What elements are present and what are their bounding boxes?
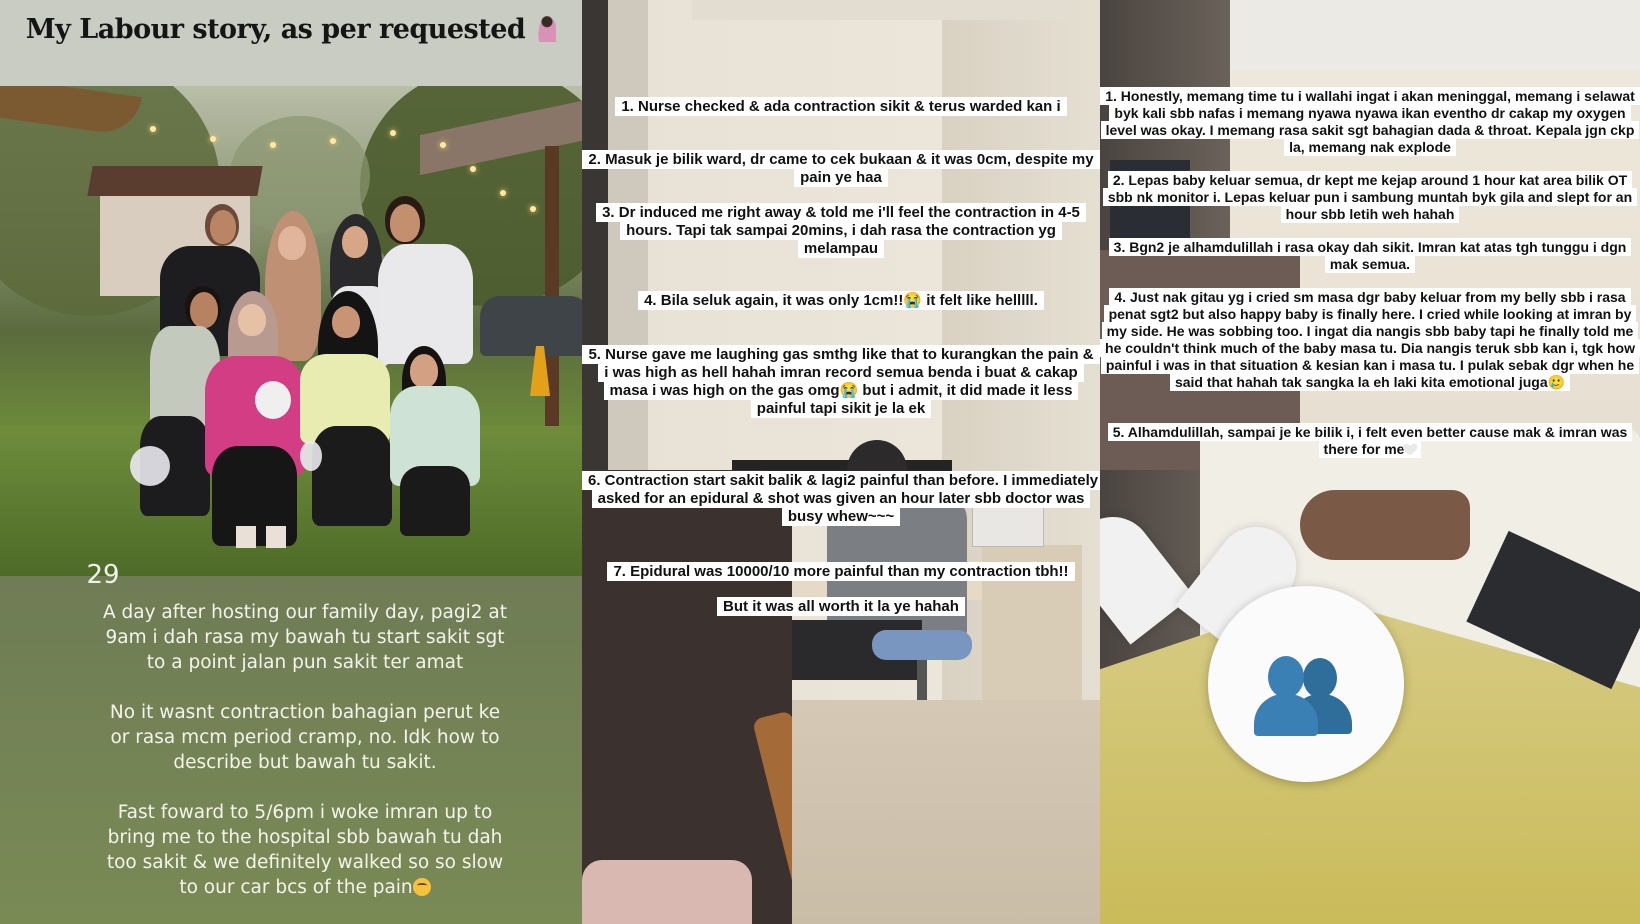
panel2-item-7-text: 7. Epidural was 10000/10 more painful than my contraction tbh!!	[607, 562, 1074, 581]
panel2-item-2	[582, 151, 1100, 187]
story-paragraph-3-text: Fast foward to 5/6pm i woke imran up to bring me to the hospital sbb bawah tu dah too sakit & we definitely walked so so slow to our car bcs of the pain	[106, 802, 504, 898]
panel2-item-4	[582, 292, 1100, 310]
panel2-item-2-text: 2. Masuk je bilik ward, dr came to cek bukaan & it was 0cm, despite my pain ye haa	[582, 150, 1099, 187]
sad-face-emoji-icon	[413, 878, 431, 896]
pregnant-woman-emoji-icon	[538, 16, 556, 42]
panel3-item-3-text: 3. Bgn2 je alhamdulillah i rasa okay dah sikit. Imran kat atas tgh tunggu i dgn mak semua.	[1109, 238, 1632, 273]
story-panel-1	[0, 0, 582, 924]
panel2-item-5-text: 5. Nurse gave me laughing gas smthg like that to kurangkan the pain & i was high as hell hahah imran record semua benda i buat & cakap masa i was high on the gas omg😭 but i admit, it did made it less painful tapi sikit je la ek	[582, 345, 1099, 418]
story-paragraph-1: A day after hosting our family day, pagi2 at 9am i dah rasa my bawah tu start sakit sgt to a point jalan pun sakit ter amat	[102, 602, 508, 673]
panel3-item-2	[1100, 172, 1640, 223]
panel2-item-3-text: 3. Dr induced me right away & told me i'll feel the contraction in 4-5 hours. Tapi tak sampai 20mins, i dah rasa the contraction yg melampau	[596, 203, 1086, 258]
panel2-closing-text: But it was all worth it la ye hahah	[717, 597, 965, 616]
white-heart-icon	[1404, 444, 1416, 455]
panel3-item-4	[1100, 289, 1640, 391]
panel2-item-7	[582, 563, 1100, 581]
story-title	[0, 14, 582, 45]
panel2-item-1	[582, 98, 1100, 116]
panel3-item-1	[1100, 88, 1640, 156]
panel2-closing	[582, 598, 1100, 616]
panel2-item-6-text: 6. Contraction start sakit balik & lagi2 painful than before. I immediately asked for an epidural & shot was given an hour later sbb doctor was busy whew~~~	[582, 471, 1100, 526]
panel3-item-1-text: 1. Honestly, memang time tu i wallahi ingat i akan meninggal, memang i selawat byk kali sbb nafas i memang nyawa nyawa ikan eventho dr cakap my oxygen level was okay. I memang rasa sakit sgt bahagian dada & throat. Kepala jgn ckp la, memang nak explode	[1100, 87, 1640, 156]
busts-in-silhouette-sticker-icon	[1208, 586, 1404, 782]
panel2-item-1-text: 1. Nurse checked & ada contraction sikit & terus warded kan i	[615, 97, 1066, 116]
panel3-item-2-text: 2. Lepas baby keluar semua, dr kept me kejap around 1 hour kat area bilik OT sbb nk monitor i. Lepas keluar pun i sambung muntah byk gila and slept for an hour sbb letih weh hahah	[1103, 171, 1637, 223]
panel2-item-5	[582, 346, 1100, 418]
panel3-item-5	[1100, 424, 1640, 458]
story-panel-3	[1100, 0, 1640, 924]
panel2-item-3	[582, 204, 1100, 258]
story-paragraph-2: No it wasnt contraction bahagian perut ke or rasa mcm period cramp, no. Idk how to describe but bawah tu sakit.	[109, 702, 501, 773]
panel2-item-4-text: 4. Bila seluk again, it was only 1cm!!😭 it felt like helllll.	[638, 291, 1044, 310]
page-number: 29	[86, 560, 120, 590]
panel3-item-5-text: 5. Alhamdulillah, sampai je ke bilik i, i felt even better cause mak & imran was there for me	[1112, 424, 1628, 457]
panel2-item-6	[582, 472, 1100, 526]
panel3-item-3	[1100, 239, 1640, 273]
title-text: My Labour story, as per requested	[25, 14, 526, 45]
story-paragraph-3	[100, 800, 510, 900]
story-panel-2	[582, 0, 1100, 924]
panel3-item-4-text: 4. Just nak gitau yg i cried sm masa dgr baby keluar from my belly sbb i rasa penat sgt2 but also happy baby is finally here. I cried while looking at imran by my side. He was sobbing too. I ingat dia nangis sbb baby tapi he finally told me he couldn't think much of the baby masa tu. Dia nangis teruk sbb kan i, tgk how painful i was in that situation & kesian kan i masa tu. I pulak sebak dgr when he said that hahah tak sangka la eh laki kita emotional juga🥲	[1100, 288, 1640, 391]
family-photo	[0, 86, 582, 576]
